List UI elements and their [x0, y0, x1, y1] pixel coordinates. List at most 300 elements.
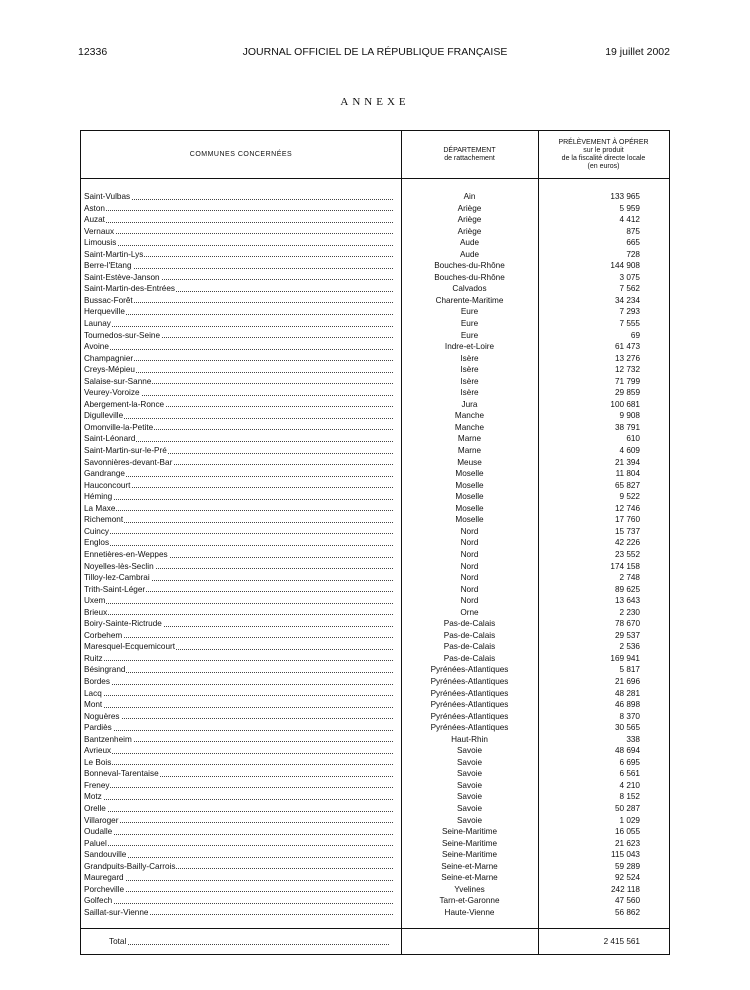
commune-name: Hauconcourt	[84, 480, 131, 490]
commune-cell	[84, 353, 393, 365]
departement-cell: Pyrénées-Atlantiques	[430, 723, 509, 733]
commune-name: Sandouville	[84, 850, 127, 860]
table-row	[81, 895, 669, 907]
commune-name: Veurey-Voroize	[84, 388, 140, 398]
prelevement-cell: 16 055	[614, 827, 640, 837]
commune-cell	[84, 791, 393, 803]
journal-title: JOURNAL OFFICIEL DE LA RÉPUBLIQUE FRANÇAISE	[242, 46, 508, 58]
prelevement-cell: 9 522	[619, 492, 640, 502]
column-header-departement	[401, 131, 538, 178]
total-label-cell	[109, 936, 389, 948]
table-row	[81, 549, 669, 561]
prelevement-cell: 47 560	[614, 896, 640, 906]
departement-cell: Ariège	[457, 226, 482, 236]
commune-cell	[84, 884, 393, 896]
departement-cell: Pas-de-Calais	[443, 619, 496, 629]
departement-cell: Jura	[461, 399, 478, 409]
prelevement-cell: 59 289	[614, 861, 640, 871]
table-row	[81, 376, 669, 388]
commune-name: Mauregard	[84, 873, 124, 883]
departement-cell: Seine-et-Marne	[441, 873, 498, 883]
table-row	[81, 283, 669, 295]
departement-cell: Moselle	[455, 469, 484, 479]
commune-name: Saint-Martin-sur-le-Pré	[84, 446, 167, 456]
prelevement-cell: 8 370	[619, 711, 640, 721]
prelevement-cell: 5 959	[619, 203, 640, 213]
commune-name: Bésingrand	[84, 665, 126, 675]
commune-name: Launay	[84, 319, 111, 329]
commune-cell	[84, 318, 393, 330]
departement-cell: Pas-de-Calais	[443, 653, 496, 663]
commune-cell	[84, 595, 393, 607]
commune-name: Saint-Léonard	[84, 434, 136, 444]
commune-cell	[84, 491, 393, 503]
table-row	[81, 653, 669, 665]
departement-cell: Nord	[460, 596, 479, 606]
departement-cell: Bouches-du-Rhône	[434, 261, 505, 271]
commune-name: Corbehem	[84, 630, 123, 640]
commune-name: Ennetières-en-Weppes	[84, 549, 168, 559]
prelevement-cell: 92 524	[614, 873, 640, 883]
departement-cell: Isère	[460, 376, 479, 386]
commune-name: Grandpuits-Bailly-Carrois	[84, 861, 176, 871]
departement-cell: Pyrénées-Atlantiques	[430, 676, 509, 686]
commune-cell	[84, 191, 393, 203]
commune-cell	[84, 422, 393, 434]
departement-cell: Nord	[460, 526, 479, 536]
prelevement-cell: 7 293	[619, 307, 640, 317]
commune-name: Richemont	[84, 515, 124, 525]
commune-cell	[84, 272, 393, 284]
commune-name: Champagnier	[84, 353, 134, 363]
commune-name: Saint-Estève-Janson	[84, 272, 160, 282]
prelevement-cell: 4 210	[619, 780, 640, 790]
prelevement-cell: 29 537	[614, 630, 640, 640]
commune-name: Savonnières-devant-Bar	[84, 457, 173, 467]
prelevement-cell: 2 748	[619, 573, 640, 583]
total-divider	[81, 928, 669, 929]
commune-cell	[84, 653, 393, 665]
commune-cell	[84, 537, 393, 549]
annex-title: ANNEXE	[340, 96, 410, 108]
page-number: 12336	[78, 46, 108, 58]
departement-cell: Moselle	[455, 492, 484, 502]
commune-name: Tournedos-sur-Seine	[84, 330, 161, 340]
commune-cell	[84, 688, 393, 700]
prelevement-cell: 100 681	[610, 399, 640, 409]
departement-cell: Nord	[460, 573, 479, 583]
prelevement-cell: 115 043	[611, 850, 640, 860]
table-row	[81, 815, 669, 827]
commune-name: Digulleville	[84, 411, 124, 421]
commune-name: Freney	[84, 780, 110, 790]
table-row	[81, 584, 669, 596]
prelevement-cell: 78 670	[614, 619, 640, 629]
table-row	[81, 341, 669, 353]
table-row	[81, 688, 669, 700]
commune-name: Pardiès	[84, 723, 112, 733]
table-row	[81, 387, 669, 399]
departement-cell: Isère	[460, 365, 479, 375]
page-header	[0, 46, 750, 62]
prelevement-cell: 48 694	[614, 746, 640, 756]
commune-cell	[84, 399, 393, 411]
publication-date: 19 juillet 2002	[605, 46, 670, 58]
table-row	[81, 711, 669, 723]
commune-cell	[84, 237, 393, 249]
prelevement-cell: 15 737	[614, 526, 640, 536]
prelevement-cell: 875	[626, 226, 640, 236]
table-row	[81, 330, 669, 342]
commune-name: Paluel	[84, 838, 107, 848]
table-body	[81, 191, 669, 918]
commune-name: Trith-Saint-Léger	[84, 584, 146, 594]
commune-name: Abergement-la-Ronce	[84, 399, 165, 409]
commune-cell	[84, 376, 393, 388]
departement-cell: Eure	[460, 319, 479, 329]
prelevement-cell: 610	[626, 434, 640, 444]
commune-name: Mont	[84, 700, 103, 710]
prelevement-cell: 4 412	[619, 215, 640, 225]
table-row	[81, 295, 669, 307]
commune-cell	[84, 618, 393, 630]
commune-name: Bordes	[84, 676, 110, 686]
prelevement-cell: 56 862	[614, 907, 640, 917]
commune-cell	[84, 849, 393, 861]
commune-name: Villaroger	[84, 815, 119, 825]
total-value: 2 415 561	[603, 937, 640, 946]
prelevement-cell: 21 696	[614, 676, 640, 686]
table-row	[81, 514, 669, 526]
total-label: Total	[109, 937, 127, 946]
table-row	[81, 410, 669, 422]
commune-name: Bussac-Forêt	[84, 295, 133, 305]
commune-cell	[84, 226, 393, 238]
commune-name: Brieux	[84, 607, 108, 617]
commune-name: Ruitz	[84, 653, 103, 663]
commune-cell	[84, 907, 393, 919]
commune-cell	[84, 895, 393, 907]
prelevement-cell: 8 152	[619, 792, 640, 802]
commune-name: Salaise-sur-Sanne	[84, 376, 152, 386]
departement-cell: Savoie	[456, 757, 483, 767]
prelevement-cell: 2 536	[619, 642, 640, 652]
commune-name: Motz	[84, 792, 102, 802]
prelevement-cell: 6 561	[619, 769, 640, 779]
commune-name: Orelle	[84, 803, 106, 813]
table-row	[81, 537, 669, 549]
prelevement-cell: 7 555	[619, 319, 640, 329]
table-row	[81, 260, 669, 272]
departement-cell: Isère	[460, 388, 479, 398]
commune-cell	[84, 283, 393, 295]
commune-name: Saint-Martin-Lys	[84, 249, 144, 259]
departement-cell: Savoie	[456, 780, 483, 790]
prelevement-cell: 338	[626, 734, 640, 744]
commune-cell	[84, 607, 393, 619]
prelevement-cell: 65 827	[614, 480, 640, 490]
table-row	[81, 768, 669, 780]
commune-name: Vernaux	[84, 226, 115, 236]
table-row	[81, 561, 669, 573]
commune-cell	[84, 780, 393, 792]
prelevement-cell: 12 746	[614, 503, 640, 513]
commune-name: Maresquel-Ecquemicourt	[84, 642, 176, 652]
commune-name: Auzat	[84, 215, 105, 225]
table-row	[81, 526, 669, 538]
table-row	[81, 607, 669, 619]
commune-cell	[84, 410, 393, 422]
departement-cell: Indre-et-Loire	[444, 342, 495, 352]
departement-cell: Manche	[454, 422, 485, 432]
prelevement-cell: 242 118	[611, 884, 640, 894]
prelevement-cell: 61 473	[614, 342, 640, 352]
table-row	[81, 907, 669, 919]
prelevement-cell: 11 804	[615, 469, 640, 479]
departement-cell: Nord	[460, 538, 479, 548]
prelevement-cell: 728	[626, 249, 640, 259]
prelevement-cell: 1 029	[619, 815, 640, 825]
table-row	[81, 641, 669, 653]
table-row	[81, 433, 669, 445]
commune-name: Cuincy	[84, 526, 110, 536]
commune-cell	[84, 306, 393, 318]
table-row	[81, 422, 669, 434]
table-row	[81, 595, 669, 607]
commune-name: Bantzenheim	[84, 734, 132, 744]
commune-cell	[84, 503, 393, 515]
commune-cell	[84, 664, 393, 676]
prelevement-cell: 69	[630, 330, 640, 340]
commune-cell	[84, 572, 393, 584]
table-row	[81, 884, 669, 896]
table-row	[81, 572, 669, 584]
column-header-departement-label: DÉPARTEMENT de rattachement	[443, 146, 496, 162]
commune-cell	[84, 260, 393, 272]
commune-cell	[84, 872, 393, 884]
prelevement-cell: 23 552	[614, 549, 640, 559]
commune-cell	[84, 584, 393, 596]
departement-cell: Marne	[457, 446, 482, 456]
prelevement-cell: 5 817	[619, 665, 640, 675]
departement-cell: Aude	[459, 249, 480, 259]
commune-name: Aston	[84, 203, 105, 213]
commune-name: Lacq	[84, 688, 102, 698]
departement-cell: Savoie	[456, 769, 483, 779]
commune-cell	[84, 768, 393, 780]
departement-cell: Calvados	[452, 284, 487, 294]
column-header-commune: COMMUNES CONCERNÉES	[189, 150, 293, 158]
departement-cell: Aude	[459, 238, 480, 248]
table-row	[81, 272, 669, 284]
table-row	[81, 237, 669, 249]
table-row	[81, 226, 669, 238]
departement-cell: Moselle	[455, 503, 484, 513]
commune-cell	[84, 803, 393, 815]
departement-cell: Pas-de-Calais	[443, 642, 496, 652]
prelevement-cell: 29 859	[614, 388, 640, 398]
commune-name: Avoine	[84, 342, 109, 352]
table-row	[81, 757, 669, 769]
commune-name: Golfech	[84, 896, 113, 906]
table-row	[81, 318, 669, 330]
commune-cell	[84, 757, 393, 769]
table-row	[81, 826, 669, 838]
table-row	[81, 399, 669, 411]
commune-name: Saint-Martin-des-Entrées	[84, 284, 176, 294]
table-row	[81, 468, 669, 480]
commune-name: Omonville-la-Petite	[84, 422, 154, 432]
departement-cell: Pyrénées-Atlantiques	[430, 700, 509, 710]
table-row	[81, 480, 669, 492]
table-row	[81, 849, 669, 861]
departement-cell: Haute-Vienne	[444, 907, 495, 917]
column-header-prelevement-label: PRÉLÈVEMENT À OPÉRER sur le produit de la fiscalité directe locale (en euros)	[558, 138, 649, 170]
departement-cell: Seine-Maritime	[441, 827, 498, 837]
departement-cell: Moselle	[455, 480, 484, 490]
prelevement-cell: 34 234	[614, 295, 640, 305]
departement-cell: Savoie	[456, 803, 483, 813]
commune-name: Gandrange	[84, 469, 125, 479]
table-row	[81, 214, 669, 226]
commune-cell	[84, 249, 393, 261]
column-header-prelevement	[538, 131, 669, 178]
commune-cell	[84, 561, 393, 573]
departement-cell: Pyrénées-Atlantiques	[430, 665, 509, 675]
prelevement-cell: 30 565	[614, 723, 640, 733]
commune-cell	[84, 330, 393, 342]
prelevement-cell: 169 941	[610, 653, 640, 663]
table-row	[81, 861, 669, 873]
departement-cell: Savoie	[456, 746, 483, 756]
prelevement-cell: 2 230	[619, 607, 640, 617]
table-row	[81, 676, 669, 688]
departement-cell: Savoie	[456, 792, 483, 802]
table-row	[81, 722, 669, 734]
commune-cell	[84, 861, 393, 873]
commune-cell	[84, 387, 393, 399]
commune-name: Creys-Mépieu	[84, 365, 135, 375]
commune-name: Uxem	[84, 596, 106, 606]
departement-cell: Savoie	[456, 815, 483, 825]
commune-cell	[84, 514, 393, 526]
departement-cell: Charente-Maritime	[435, 295, 504, 305]
commune-name: Limousis	[84, 238, 117, 248]
commune-name: Porcheville	[84, 884, 125, 894]
commune-cell	[84, 699, 393, 711]
table-row	[81, 249, 669, 261]
prelevement-cell: 38 791	[614, 422, 640, 432]
departement-cell: Marne	[457, 434, 482, 444]
departement-cell: Yvelines	[454, 884, 485, 894]
commune-cell	[84, 711, 393, 723]
commune-name: Noyelles-lès-Seclin	[84, 561, 154, 571]
commune-cell	[84, 838, 393, 850]
commune-cell	[84, 445, 393, 457]
departement-cell: Ain	[463, 192, 476, 201]
table-row	[81, 745, 669, 757]
prelevement-cell: 17 760	[614, 515, 640, 525]
commune-cell	[84, 641, 393, 653]
commune-name: Héming	[84, 492, 113, 502]
table-row	[81, 364, 669, 376]
commune-name: Boiry-Sainte-Rictrude	[84, 619, 162, 629]
commune-name: Oudalle	[84, 827, 113, 837]
departement-cell: Isère	[460, 353, 479, 363]
prelevement-cell: 6 695	[619, 757, 640, 767]
departement-cell: Nord	[460, 561, 479, 571]
table-row	[81, 457, 669, 469]
prelevement-cell: 13 276	[614, 353, 640, 363]
departement-cell: Manche	[454, 411, 485, 421]
table-row	[81, 791, 669, 803]
table-row	[81, 445, 669, 457]
prelevement-cell: 48 281	[614, 688, 640, 698]
prelevement-cell: 21 394	[614, 457, 640, 467]
commune-cell	[84, 549, 393, 561]
prelevement-cell: 42 226	[614, 538, 640, 548]
prelevement-cell: 7 562	[619, 284, 640, 294]
table-row	[81, 630, 669, 642]
table-row	[81, 838, 669, 850]
header-divider	[81, 178, 669, 179]
prelevement-cell: 144 908	[610, 261, 640, 271]
commune-name: Avrieux	[84, 746, 112, 756]
departement-cell: Orne	[460, 607, 479, 617]
departement-cell: Seine-Maritime	[441, 850, 498, 860]
prelevement-cell: 3 075	[619, 272, 640, 282]
prelevement-cell: 174 158	[610, 561, 640, 571]
departement-cell: Meuse	[457, 457, 482, 467]
prelevement-cell: 133 965	[610, 192, 640, 201]
total-row	[81, 936, 669, 948]
table-row	[81, 191, 669, 203]
departement-cell: Pyrénées-Atlantiques	[430, 688, 509, 698]
commune-name: Berre-l'Etang	[84, 261, 132, 271]
prelevement-cell: 665	[626, 238, 640, 248]
prelevement-cell: 9 908	[619, 411, 640, 421]
table-row	[81, 699, 669, 711]
commune-cell	[84, 630, 393, 642]
departement-cell: Ariège	[457, 203, 482, 213]
commune-cell	[84, 341, 393, 353]
departement-cell: Haut-Rhin	[451, 734, 488, 744]
table-row	[81, 803, 669, 815]
table-row	[81, 872, 669, 884]
commune-cell	[84, 815, 393, 827]
commune-name: Herqueville	[84, 307, 125, 317]
table-row	[81, 618, 669, 630]
commune-name: Noguères	[84, 711, 120, 721]
table-row	[81, 306, 669, 318]
departement-cell: Pas-de-Calais	[443, 630, 496, 640]
commune-cell	[84, 526, 393, 538]
prelevement-cell: 21 623	[614, 838, 640, 848]
prelevement-cell: 50 287	[614, 803, 640, 813]
prelevement-cell: 4 609	[619, 446, 640, 456]
commune-cell	[84, 745, 393, 757]
commune-name: La Maxe	[84, 503, 116, 513]
table-row	[81, 780, 669, 792]
prelevement-cell: 89 625	[614, 584, 640, 594]
commune-cell	[84, 826, 393, 838]
prelevement-cell: 46 898	[614, 700, 640, 710]
departement-cell: Nord	[460, 584, 479, 594]
table-row	[81, 491, 669, 503]
departement-cell: Eure	[460, 307, 479, 317]
commune-cell	[84, 457, 393, 469]
commune-name: Saillat-sur-Vienne	[84, 907, 149, 917]
